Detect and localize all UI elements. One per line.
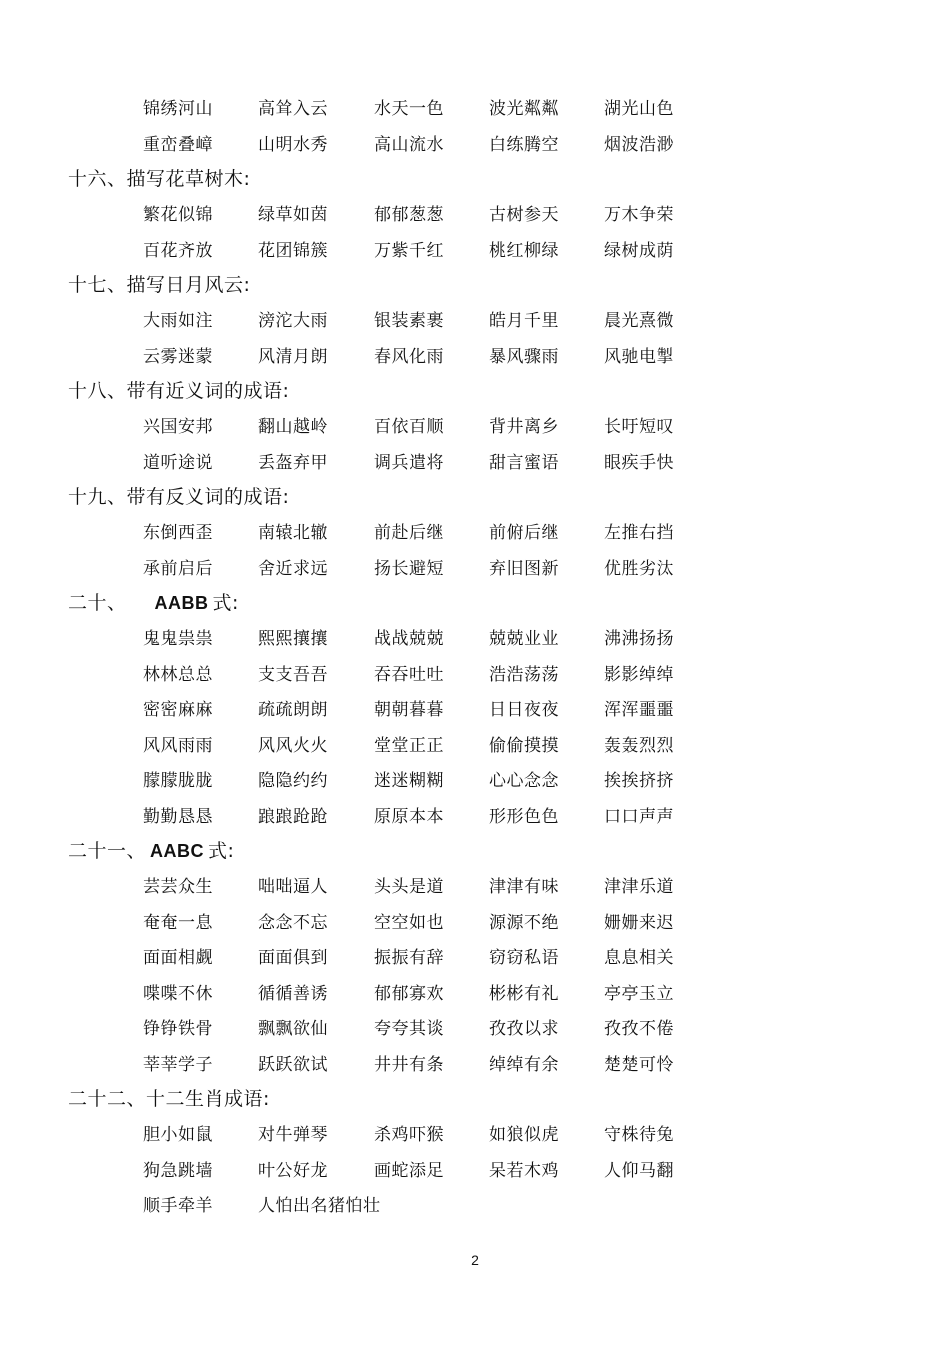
idiom-item: 承前启后 <box>143 558 213 579</box>
idiom-row <box>0 731 950 761</box>
idiom-item: 人怕出名猪怕壮 <box>258 1196 381 1216</box>
idiom-row <box>0 660 950 690</box>
idiom-item: 踉踉跄跄 <box>258 806 328 827</box>
idiom-item: 战战兢兢 <box>374 629 444 649</box>
idiom-item: 风风火火 <box>258 735 328 756</box>
idiom-item: 飘飘欲仙 <box>258 1019 328 1039</box>
idiom-item: 姗姗来迟 <box>604 912 674 933</box>
idiom-item: 顺手牵羊 <box>143 1196 213 1216</box>
section-title: 描写花草树木: <box>126 168 251 190</box>
idiom-item: 奄奄一息 <box>143 912 213 933</box>
section-title: 带有反义词的成语: <box>126 486 290 508</box>
idiom-row <box>0 872 950 902</box>
idiom-item: 兢兢业业 <box>489 629 559 649</box>
idiom-item: 绿草如茵 <box>258 205 328 225</box>
idiom-item: 对牛弹琴 <box>258 1125 328 1145</box>
idiom-item: 孜孜以求 <box>489 1019 559 1039</box>
idiom-row <box>0 554 950 584</box>
idiom-row <box>0 448 950 478</box>
idiom-item: 左推右挡 <box>604 523 674 543</box>
idiom-item: 甜言蜜语 <box>489 452 559 473</box>
idiom-item: 堂堂正正 <box>374 735 444 756</box>
idiom-item: 林林总总 <box>143 664 213 685</box>
idiom-row <box>0 94 950 124</box>
section-heading <box>68 836 234 866</box>
idiom-item: 口口声声 <box>604 806 674 827</box>
idiom-item: 津津乐道 <box>604 877 674 897</box>
idiom-item: 亭亭玉立 <box>604 983 674 1004</box>
idiom-row <box>0 1050 950 1080</box>
idiom-item: 头头是道 <box>374 877 444 897</box>
idiom-row <box>0 518 950 548</box>
idiom-item: 郁郁葱葱 <box>374 205 444 225</box>
idiom-item: 守株待兔 <box>604 1125 674 1145</box>
section-title: 描写日月风云: <box>126 274 251 296</box>
idiom-row <box>0 695 950 725</box>
idiom-item: 风驰电掣 <box>604 346 674 367</box>
idiom-item: 锦绣河山 <box>143 99 213 119</box>
idiom-item: 扬长避短 <box>374 558 444 579</box>
idiom-item: 朦朦胧胧 <box>143 771 213 791</box>
idiom-item: 偷偷摸摸 <box>489 735 559 756</box>
idiom-item: 春风化雨 <box>374 346 444 367</box>
idiom-item: 窃窃私语 <box>489 948 559 968</box>
idiom-item: 咄咄逼人 <box>258 877 328 897</box>
idiom-item: 挨挨挤挤 <box>604 771 674 791</box>
section-heading <box>68 164 250 194</box>
idiom-item: 万紫千红 <box>374 240 444 261</box>
idiom-item: 迷迷糊糊 <box>374 771 444 791</box>
idiom-item: 彬彬有礼 <box>489 983 559 1004</box>
idiom-item: 背井离乡 <box>489 417 559 437</box>
idiom-item: 浩浩荡荡 <box>489 664 559 685</box>
section-title: 式: <box>208 840 235 862</box>
idiom-item: 日日夜夜 <box>489 700 559 720</box>
idiom-row <box>0 306 950 336</box>
idiom-item: 东倒西歪 <box>143 523 213 543</box>
idiom-item: 水天一色 <box>374 99 444 119</box>
idiom-item: 井井有条 <box>374 1054 444 1075</box>
idiom-row <box>0 236 950 266</box>
idiom-item: 高耸入云 <box>258 99 328 119</box>
idiom-row <box>0 979 950 1009</box>
section-heading <box>68 376 289 406</box>
idiom-row <box>0 943 950 973</box>
idiom-item: 浑浑噩噩 <box>604 700 674 720</box>
section-heading <box>68 1084 270 1114</box>
idiom-row <box>0 1120 950 1150</box>
idiom-item: 勤勤恳恳 <box>143 806 213 827</box>
idiom-item: 夸夸其谈 <box>374 1019 444 1039</box>
section-number: 十八、 <box>68 380 127 402</box>
idiom-item: 铮铮铁骨 <box>143 1019 213 1039</box>
idiom-item: 朝朝暮暮 <box>374 700 444 720</box>
idiom-item: 呆若木鸡 <box>489 1160 559 1181</box>
idiom-item: 银装素裹 <box>374 311 444 331</box>
idiom-item: 轰轰烈烈 <box>604 735 674 756</box>
idiom-item: 风清月朗 <box>258 346 328 367</box>
idiom-item: 弃旧图新 <box>489 558 559 579</box>
idiom-item: 大雨如注 <box>143 311 213 331</box>
idiom-item: 支支吾吾 <box>258 664 328 685</box>
idiom-item: 沸沸扬扬 <box>604 629 674 649</box>
idiom-item: 密密麻麻 <box>143 700 213 720</box>
idiom-item: 花团锦簇 <box>258 240 328 261</box>
idiom-item: 道听途说 <box>143 452 213 473</box>
idiom-item: 郁郁寡欢 <box>374 983 444 1004</box>
idiom-item: 暴风骤雨 <box>489 346 559 367</box>
idiom-item: 隐隐约约 <box>258 771 328 791</box>
idiom-item: 津津有味 <box>489 877 559 897</box>
idiom-item: 鬼鬼祟祟 <box>143 629 213 649</box>
idiom-item: 湖光山色 <box>604 99 674 119</box>
idiom-item: 喋喋不休 <box>143 983 213 1004</box>
idiom-row <box>0 130 950 160</box>
pattern-label: AABC <box>150 841 205 861</box>
idiom-item: 晨光熹微 <box>604 311 674 331</box>
idiom-item: 前俯后继 <box>489 523 559 543</box>
idiom-item: 古树参天 <box>489 205 559 225</box>
idiom-item: 百依百顺 <box>374 417 444 437</box>
section-title: 带有近义词的成语: <box>126 380 290 402</box>
idiom-item: 息息相关 <box>604 948 674 968</box>
idiom-item: 调兵遣将 <box>374 452 444 473</box>
idiom-item: 繁花似锦 <box>143 205 213 225</box>
section-heading <box>68 270 250 300</box>
idiom-item: 南辕北辙 <box>258 523 328 543</box>
idiom-row <box>0 802 950 832</box>
idiom-item: 皓月千里 <box>489 311 559 331</box>
idiom-item: 源源不绝 <box>489 912 559 933</box>
idiom-row <box>0 342 950 372</box>
idiom-item: 狗急跳墙 <box>143 1160 213 1181</box>
idiom-item: 重峦叠嶂 <box>143 134 213 155</box>
section-number: 二十、 <box>68 592 127 614</box>
idiom-item: 绿树成荫 <box>604 240 674 261</box>
idiom-item: 吞吞吐吐 <box>374 664 444 685</box>
idiom-item: 前赴后继 <box>374 523 444 543</box>
idiom-item: 舍近求远 <box>258 558 328 579</box>
idiom-row <box>0 908 950 938</box>
idiom-row <box>0 412 950 442</box>
section-number: 十六、 <box>68 168 127 190</box>
idiom-item: 长吁短叹 <box>604 417 674 437</box>
idiom-item: 白练腾空 <box>489 134 559 155</box>
idiom-item: 如狼似虎 <box>489 1125 559 1145</box>
idiom-item: 空空如也 <box>374 912 444 933</box>
idiom-item: 莘莘学子 <box>143 1054 213 1075</box>
idiom-item: 桃红柳绿 <box>489 240 559 261</box>
idiom-item: 人仰马翻 <box>604 1160 674 1181</box>
idiom-item: 跃跃欲试 <box>258 1054 328 1075</box>
idiom-item: 楚楚可怜 <box>604 1054 674 1075</box>
idiom-item: 胆小如鼠 <box>143 1125 213 1145</box>
pattern-label: AABB <box>154 593 209 613</box>
idiom-row <box>0 200 950 230</box>
idiom-item: 风风雨雨 <box>143 735 213 756</box>
idiom-item: 影影绰绰 <box>604 664 674 685</box>
idiom-item: 念念不忘 <box>258 912 328 933</box>
idiom-item: 优胜劣汰 <box>604 558 674 579</box>
idiom-item: 循循善诱 <box>258 983 328 1004</box>
idiom-item: 翻山越岭 <box>258 417 328 437</box>
idiom-item: 山明水秀 <box>258 134 328 155</box>
idiom-item: 熙熙攘攘 <box>258 629 328 649</box>
idiom-item: 振振有辞 <box>374 948 444 968</box>
section-heading <box>68 482 289 512</box>
idiom-row <box>0 1156 950 1186</box>
idiom-item: 眼疾手快 <box>604 452 674 473</box>
idiom-item: 孜孜不倦 <box>604 1019 674 1039</box>
idiom-item: 绰绰有余 <box>489 1054 559 1075</box>
idiom-row <box>0 766 950 796</box>
idiom-item: 烟波浩渺 <box>604 134 674 155</box>
idiom-item: 兴国安邦 <box>143 417 213 437</box>
idiom-item: 心心念念 <box>489 771 559 791</box>
idiom-item: 丢盔弃甲 <box>258 452 328 473</box>
idiom-row <box>0 1014 950 1044</box>
idiom-item: 形形色色 <box>489 806 559 827</box>
idiom-item: 万木争荣 <box>604 205 674 225</box>
idiom-item: 高山流水 <box>374 134 444 155</box>
section-heading <box>68 588 239 618</box>
section-title: 十二生肖成语: <box>146 1088 270 1110</box>
section-number: 二十二、 <box>68 1088 147 1110</box>
section-number: 十九、 <box>68 486 127 508</box>
section-number: 十七、 <box>68 274 127 296</box>
section-title: 式: <box>212 592 239 614</box>
idiom-item: 叶公好龙 <box>258 1160 328 1181</box>
idiom-item: 杀鸡吓猴 <box>374 1125 444 1145</box>
idiom-row <box>0 1191 950 1221</box>
idiom-item: 滂沱大雨 <box>258 311 328 331</box>
idiom-item: 波光粼粼 <box>489 99 559 119</box>
section-number: 二十一、 <box>68 840 147 862</box>
idiom-item: 画蛇添足 <box>374 1160 444 1181</box>
idiom-item: 面面俱到 <box>258 948 328 968</box>
idiom-row <box>0 624 950 654</box>
idiom-item: 疏疏朗朗 <box>258 700 328 720</box>
idiom-item: 百花齐放 <box>143 240 213 261</box>
idiom-item: 芸芸众生 <box>143 877 213 897</box>
page-number: 2 <box>471 1252 479 1268</box>
idiom-item: 原原本本 <box>374 806 444 827</box>
idiom-item: 面面相觑 <box>143 948 213 968</box>
idiom-item: 云雾迷蒙 <box>143 346 213 367</box>
